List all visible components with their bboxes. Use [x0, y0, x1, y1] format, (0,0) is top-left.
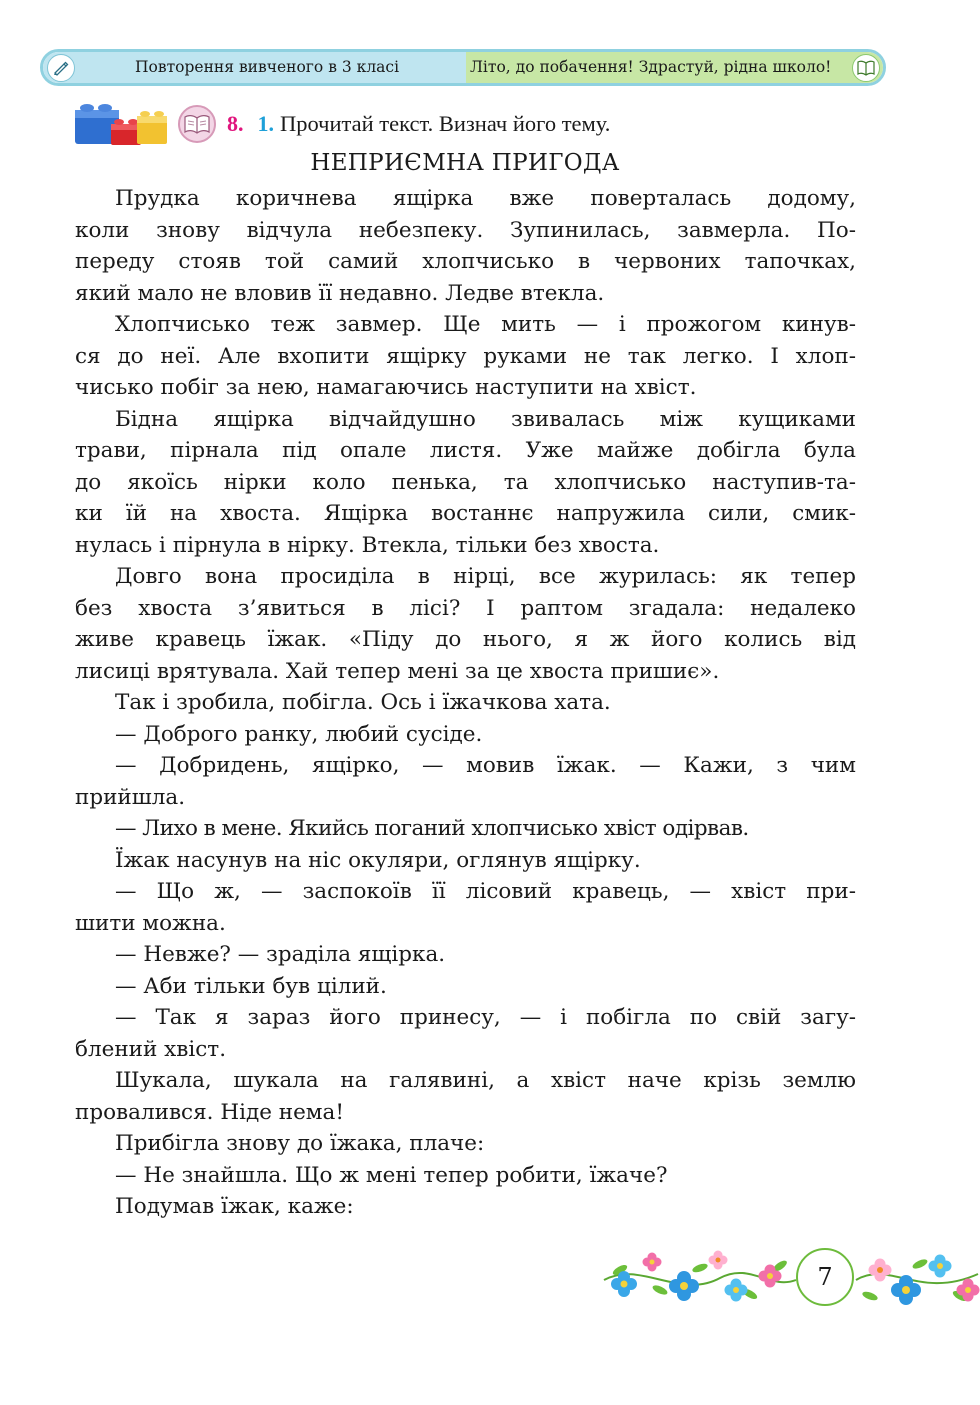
header-left-title: Повторення вивченого в 3 класі — [135, 58, 400, 76]
story-line: ки їй на хвоста. Ящірка востаннє напружила сили, смик- — [75, 501, 856, 526]
story-line: Шукала, шукала на галявині, а хвіст наче крізь землю — [115, 1068, 856, 1093]
story-line: — Невже? — зраділа ящірка. — [115, 942, 446, 967]
story-line: Бідна ящірка відчайдушно звивалась між кущиками — [115, 406, 856, 432]
story-line: шити можна. — [75, 910, 226, 936]
page-header — [40, 49, 886, 86]
story-line: без хвоста з’явиться в лісі? І раптом згадала: недалеко — [75, 595, 856, 621]
story-line: — Доброго ранку, любий сусіде. — [115, 721, 483, 747]
book-icon — [852, 54, 880, 82]
task-heading — [227, 111, 610, 137]
story-line: — Не знайшла. Що ж мені тепер робити, їжаче? — [115, 1162, 668, 1188]
task-number: 8. — [227, 111, 244, 136]
story-line: — Аби тільки був цілий. — [115, 973, 387, 999]
story-body — [75, 183, 856, 1223]
header-section-left — [43, 52, 466, 83]
story-line: до якоїсь нірки коло пенька, та хлопчисько наступив-та- — [75, 469, 856, 495]
story-line: Прибігла знову до їжака, плаче: — [115, 1131, 485, 1156]
story-line: трави, пірнала під опале листя. Уже майже добігла була — [75, 438, 856, 463]
flower-border-decoration — [600, 1240, 980, 1318]
story-line: який мало не вловив її недавно. Ледве втекла. — [75, 280, 605, 306]
header-section-right — [466, 52, 883, 83]
story-line: блений хвіст. — [75, 1036, 227, 1062]
story-line: переду стояв той самий хлопчисько в червоних тапочках, — [75, 249, 856, 274]
story-line: провалився. Ніде нема! — [75, 1099, 344, 1125]
story-line: Прудка коричнева ящірка вже поверталась додому, — [115, 186, 856, 211]
story-line: Подумав їжак, каже: — [115, 1194, 354, 1219]
story-line: — Так я зараз його принесу, — і побігла по свій загу- — [115, 1005, 856, 1030]
pen-icon — [47, 54, 75, 82]
story-line: чисько побіг за нею, намагаючись наступити на хвіст. — [75, 375, 697, 400]
story-line: Довго вона просиділа в нірці, все журилась: як тепер — [115, 564, 856, 589]
story-line: — Добридень, ящірко, — мовив їжак. — Кажи, з чим — [115, 753, 856, 778]
story-line: нулась і пірнула в нірку. Втекла, тільки без хвоста. — [75, 532, 660, 558]
story-line: ся до неї. Але вхопити ящірку руками не так легко. І хлоп- — [75, 343, 856, 369]
story-line: коли знову відчула небезпеку. Зупинилась, завмерла. По- — [75, 217, 856, 243]
story-line: Так і зробила, побігла. Ось і їжачкова хата. — [115, 690, 611, 715]
story-line: Їжак насунув на ніс окуляри, оглянув ящірку. — [115, 847, 641, 873]
story-line: лисиці врятувала. Хай тепер мені за це хвоста пришиє». — [75, 658, 720, 684]
story-line: — Лихо в мене. Якийсь поганий хлопчисько хвіст одірвав. — [115, 816, 749, 841]
lego-blocks-icon — [73, 100, 169, 146]
header-right-title: Літо, до побачення! Здрастуй, рідна школо! — [470, 58, 832, 76]
task-instruction: Прочитай текст. Визнач його тему. — [280, 111, 611, 136]
story-line: Хлопчисько теж завмер. Ще мить — і прожогом кинув- — [115, 312, 856, 337]
story-line: живе кравець їжак. «Піду до нього, я ж його колись від — [75, 627, 856, 652]
task-sub-number: 1. — [257, 111, 274, 136]
reading-icon — [178, 105, 216, 143]
story-line: — Що ж, — заспокоїв її лісовий кравець, — хвіст при- — [115, 879, 856, 904]
page-number: 7 — [796, 1248, 854, 1306]
story-line: прийшла. — [75, 784, 186, 810]
story-title: НЕПРИЄМНА ПРИГОДА — [310, 150, 620, 176]
